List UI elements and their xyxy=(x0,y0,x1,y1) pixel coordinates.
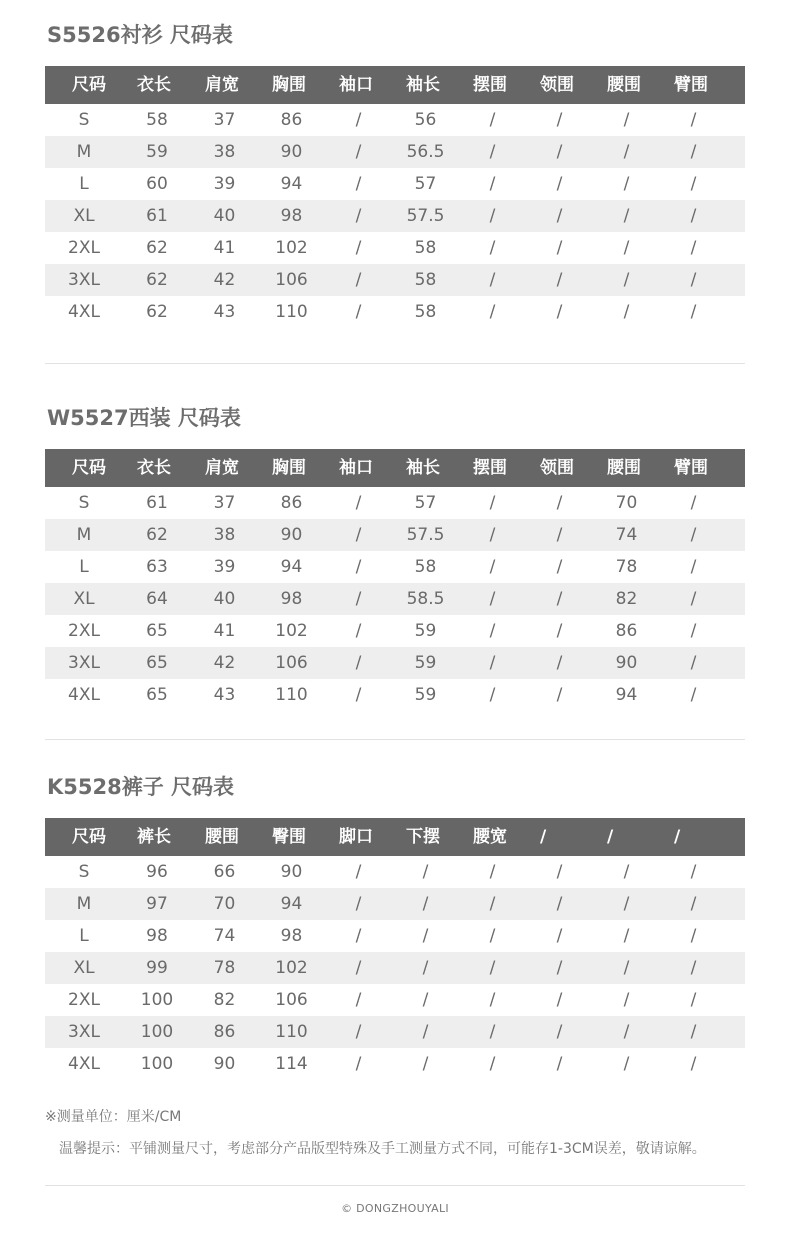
table-cell: / xyxy=(623,302,630,322)
table-cell: 106 xyxy=(275,990,308,1010)
table-cell: / xyxy=(355,525,362,545)
table-cell: 98 xyxy=(146,926,168,946)
size-label: 2XL xyxy=(68,621,100,641)
table-cell: / xyxy=(556,862,563,882)
column-header: / xyxy=(540,827,547,847)
table-cell: / xyxy=(690,557,697,577)
table-cell: 43 xyxy=(213,685,236,705)
table-cell: 58 xyxy=(414,302,437,322)
table-row xyxy=(45,679,745,711)
table-cell: / xyxy=(690,525,697,545)
table-cell: / xyxy=(489,238,496,258)
table-cell: / xyxy=(556,174,563,194)
table-row xyxy=(45,647,745,679)
table-cell: / xyxy=(556,1054,563,1074)
table-cell: / xyxy=(355,142,362,162)
table-row xyxy=(45,487,745,519)
table-cell: / xyxy=(489,894,496,914)
size-label: 4XL xyxy=(68,685,100,705)
table-cell: / xyxy=(690,142,697,162)
table-cell: / xyxy=(355,958,362,978)
table-cell: 57 xyxy=(414,493,437,513)
table-cell: 58 xyxy=(414,238,437,258)
table-cell: / xyxy=(690,270,697,290)
table-cell: / xyxy=(355,589,362,609)
table-cell: 62 xyxy=(146,525,168,545)
column-header: 臂围 xyxy=(674,458,708,478)
table-cell: 65 xyxy=(146,685,168,705)
size-table xyxy=(45,66,745,328)
table-cell: / xyxy=(556,958,563,978)
table-cell: 65 xyxy=(146,621,168,641)
size-label: 4XL xyxy=(68,302,100,322)
table-cell: 100 xyxy=(140,990,174,1010)
table-row xyxy=(45,168,745,200)
table-cell: 90 xyxy=(280,142,303,162)
table-cell: / xyxy=(489,685,496,705)
column-header: 袖口 xyxy=(339,458,373,478)
table-cell: 62 xyxy=(146,270,168,290)
size-label: S xyxy=(78,493,90,513)
column-header: 袖长 xyxy=(406,458,440,478)
table-cell: 86 xyxy=(280,110,303,130)
table-cell: 64 xyxy=(146,589,168,609)
column-header: 衣长 xyxy=(137,458,171,478)
column-header: 尺码 xyxy=(72,458,106,478)
table-cell: 59 xyxy=(146,142,168,162)
table-cell: / xyxy=(355,493,362,513)
table-row xyxy=(45,920,745,952)
table-cell: / xyxy=(690,238,697,258)
table-cell: / xyxy=(489,174,496,194)
table-cell: / xyxy=(355,238,362,258)
size-label: M xyxy=(76,894,92,914)
table-cell: / xyxy=(690,1022,697,1042)
table-cell: 58 xyxy=(414,270,437,290)
table-cell: / xyxy=(556,525,563,545)
table-cell: / xyxy=(623,142,630,162)
table-cell: / xyxy=(422,1054,429,1074)
table-header xyxy=(45,818,745,856)
table-cell: / xyxy=(623,1022,630,1042)
table-cell: 94 xyxy=(280,174,303,194)
table-cell: 102 xyxy=(275,621,308,641)
table-cell: / xyxy=(355,926,362,946)
table-cell: / xyxy=(690,589,697,609)
table-cell: 57.5 xyxy=(406,206,445,226)
size-label: XL xyxy=(73,958,95,978)
table-cell: 94 xyxy=(615,685,638,705)
size-label: L xyxy=(79,557,89,577)
section-divider xyxy=(45,363,745,364)
table-cell: 99 xyxy=(146,958,168,978)
column-header: 胸围 xyxy=(272,458,306,478)
table-cell: / xyxy=(556,621,563,641)
table-cell: 58 xyxy=(414,557,437,577)
table-cell: / xyxy=(489,653,496,673)
table-cell: 96 xyxy=(146,862,168,882)
table-cell: 94 xyxy=(280,894,303,914)
table-cell: 63 xyxy=(146,557,168,577)
size-label: M xyxy=(76,142,92,162)
table-cell: / xyxy=(355,174,362,194)
size-label: L xyxy=(79,926,89,946)
table-cell: 42 xyxy=(213,653,236,673)
table-row xyxy=(45,232,745,264)
column-header: 领围 xyxy=(540,75,574,95)
table-cell: / xyxy=(690,990,697,1010)
table-cell: / xyxy=(690,302,697,322)
table-cell: / xyxy=(489,958,496,978)
table-cell: 62 xyxy=(146,302,168,322)
size-label: S xyxy=(78,110,90,130)
table-cell: 86 xyxy=(213,1022,236,1042)
table-cell: / xyxy=(422,990,429,1010)
size-label: 2XL xyxy=(68,238,100,258)
table-cell: / xyxy=(489,862,496,882)
table-cell: / xyxy=(623,958,630,978)
table-cell: / xyxy=(489,493,496,513)
unit-note: ※测量单位：厘米/CM xyxy=(45,1109,182,1125)
column-header: 臀围 xyxy=(272,827,306,847)
table-cell: 59 xyxy=(414,621,437,641)
table-cell: 37 xyxy=(213,493,236,513)
size-label: XL xyxy=(73,206,95,226)
table-cell: / xyxy=(355,1054,362,1074)
table-cell: 90 xyxy=(615,653,638,673)
table-cell: 100 xyxy=(140,1054,174,1074)
table-cell: / xyxy=(690,493,697,513)
column-header: 尺码 xyxy=(72,827,106,847)
table-cell: / xyxy=(489,1054,496,1074)
table-cell: 59 xyxy=(414,685,437,705)
table-cell: / xyxy=(556,302,563,322)
table-cell: 74 xyxy=(615,525,638,545)
table-cell: 110 xyxy=(275,685,308,705)
table-row xyxy=(45,984,745,1016)
table-row xyxy=(45,551,745,583)
table-cell: / xyxy=(489,990,496,1010)
table-cell: / xyxy=(489,270,496,290)
column-header: 袖口 xyxy=(339,75,373,95)
table-cell: 41 xyxy=(213,621,236,641)
table-cell: 70 xyxy=(615,493,638,513)
table-cell: 110 xyxy=(275,1022,308,1042)
table-cell: / xyxy=(489,557,496,577)
table-cell: 106 xyxy=(275,653,308,673)
section-title: W5527西装 尺码表 xyxy=(47,406,241,430)
column-header: 尺码 xyxy=(72,75,106,95)
table-cell: 38 xyxy=(213,142,236,162)
table-cell: / xyxy=(556,142,563,162)
table-cell: 58.5 xyxy=(406,589,445,609)
table-cell: / xyxy=(623,110,630,130)
table-cell: 62 xyxy=(146,238,168,258)
table-cell: / xyxy=(556,1022,563,1042)
size-label: 3XL xyxy=(68,1022,100,1042)
table-cell: 94 xyxy=(280,557,303,577)
column-header: 腰围 xyxy=(205,827,239,847)
column-header: 下摆 xyxy=(406,827,440,847)
table-cell: / xyxy=(556,685,563,705)
table-cell: / xyxy=(623,926,630,946)
table-cell: 106 xyxy=(275,270,308,290)
tip-note: 温馨提示：平铺测量尺寸，考虑部分产品版型特殊及手工测量方式不同，可能存1-3CM误差，敬请谅解。 xyxy=(59,1141,706,1157)
table-cell: / xyxy=(623,1054,630,1074)
column-header: 肩宽 xyxy=(205,75,239,95)
table-cell: 100 xyxy=(140,1022,174,1042)
table-cell: 98 xyxy=(280,926,303,946)
table-cell: / xyxy=(690,926,697,946)
table-cell: / xyxy=(556,894,563,914)
table-row xyxy=(45,136,745,168)
table-cell: 98 xyxy=(280,589,303,609)
table-row xyxy=(45,583,745,615)
table-cell: 74 xyxy=(213,926,236,946)
table-cell: / xyxy=(355,621,362,641)
table-cell: 39 xyxy=(213,174,236,194)
table-cell: / xyxy=(623,238,630,258)
table-header xyxy=(45,449,745,487)
table-cell: / xyxy=(556,206,563,226)
copyright: © DONGZHOUYALI xyxy=(341,1202,449,1215)
table-row xyxy=(45,519,745,551)
size-label: 3XL xyxy=(68,270,100,290)
size-label: 3XL xyxy=(68,653,100,673)
table-cell: / xyxy=(355,1022,362,1042)
table-cell: 78 xyxy=(213,958,236,978)
table-cell: / xyxy=(355,990,362,1010)
table-cell: 102 xyxy=(275,238,308,258)
table-cell: / xyxy=(690,621,697,641)
table-cell: / xyxy=(489,110,496,130)
table-cell: / xyxy=(556,493,563,513)
footer-divider xyxy=(45,1185,745,1186)
section-title: S5526衬衫 尺码表 xyxy=(47,23,233,47)
table-cell: / xyxy=(623,270,630,290)
table-cell: / xyxy=(623,990,630,1010)
table-cell: / xyxy=(623,894,630,914)
table-cell: / xyxy=(690,862,697,882)
table-cell: / xyxy=(489,206,496,226)
table-cell: 90 xyxy=(280,862,303,882)
table-cell: / xyxy=(556,926,563,946)
table-cell: / xyxy=(355,110,362,130)
column-header: 脚口 xyxy=(339,827,373,847)
table-cell: 37 xyxy=(213,110,236,130)
table-cell: 82 xyxy=(213,990,236,1010)
table-cell: / xyxy=(623,174,630,194)
column-header: 摆围 xyxy=(473,458,507,478)
size-label: S xyxy=(78,862,90,882)
column-header: 衣长 xyxy=(137,75,171,95)
column-header: 腰围 xyxy=(607,75,641,95)
column-header: 肩宽 xyxy=(205,458,239,478)
table-cell: / xyxy=(422,926,429,946)
table-cell: 61 xyxy=(146,493,168,513)
table-cell: / xyxy=(623,206,630,226)
table-row xyxy=(45,856,745,888)
column-header: 领围 xyxy=(540,458,574,478)
table-cell: / xyxy=(355,894,362,914)
table-cell: 65 xyxy=(146,653,168,673)
table-cell: / xyxy=(556,589,563,609)
table-row xyxy=(45,952,745,984)
table-cell: / xyxy=(556,653,563,673)
table-cell: 90 xyxy=(213,1054,236,1074)
table-cell: 38 xyxy=(213,525,236,545)
column-header: 胸围 xyxy=(272,75,306,95)
table-cell: 40 xyxy=(213,206,236,226)
table-cell: / xyxy=(556,557,563,577)
table-cell: 40 xyxy=(213,589,236,609)
table-cell: 97 xyxy=(146,894,168,914)
table-cell: / xyxy=(355,557,362,577)
table-cell: / xyxy=(556,238,563,258)
table-cell: / xyxy=(355,862,362,882)
size-label: 2XL xyxy=(68,990,100,1010)
table-cell: / xyxy=(422,894,429,914)
table-cell: 98 xyxy=(280,206,303,226)
size-label: M xyxy=(76,525,92,545)
table-cell: 102 xyxy=(275,958,308,978)
table-row xyxy=(45,296,745,328)
table-cell: 78 xyxy=(615,557,638,577)
column-header: 裤长 xyxy=(137,827,171,847)
table-cell: / xyxy=(489,525,496,545)
table-cell: 60 xyxy=(146,174,168,194)
table-cell: 39 xyxy=(213,557,236,577)
table-cell: / xyxy=(355,685,362,705)
table-cell: 114 xyxy=(275,1054,308,1074)
size-label: 4XL xyxy=(68,1054,100,1074)
column-header: 腰宽 xyxy=(473,827,507,847)
table-cell: 66 xyxy=(213,862,236,882)
table-cell: / xyxy=(355,206,362,226)
table-cell: / xyxy=(556,110,563,130)
table-cell: / xyxy=(489,302,496,322)
table-cell: / xyxy=(355,302,362,322)
table-cell: / xyxy=(489,621,496,641)
table-cell: 42 xyxy=(213,270,236,290)
table-cell: / xyxy=(690,1054,697,1074)
table-cell: / xyxy=(556,990,563,1010)
table-cell: / xyxy=(422,1022,429,1042)
column-header: / xyxy=(607,827,614,847)
table-row xyxy=(45,888,745,920)
table-row xyxy=(45,1016,745,1048)
table-cell: / xyxy=(690,685,697,705)
table-cell: 86 xyxy=(615,621,638,641)
column-header: 袖长 xyxy=(406,75,440,95)
table-cell: 57 xyxy=(414,174,437,194)
table-cell: / xyxy=(690,206,697,226)
table-row xyxy=(45,1048,745,1080)
table-cell: / xyxy=(690,958,697,978)
column-header: 臂围 xyxy=(674,75,708,95)
table-cell: / xyxy=(422,862,429,882)
table-cell: 82 xyxy=(615,589,638,609)
table-header xyxy=(45,66,745,104)
table-cell: / xyxy=(489,926,496,946)
table-cell: / xyxy=(690,110,697,130)
table-cell: / xyxy=(489,142,496,162)
table-row xyxy=(45,264,745,296)
table-cell: 61 xyxy=(146,206,168,226)
size-table xyxy=(45,449,745,711)
section-title: K5528裤子 尺码表 xyxy=(47,775,235,799)
table-row xyxy=(45,200,745,232)
table-cell: 59 xyxy=(414,653,437,673)
table-cell: / xyxy=(556,270,563,290)
table-cell: 70 xyxy=(213,894,236,914)
table-cell: 56 xyxy=(414,110,437,130)
table-cell: / xyxy=(355,270,362,290)
size-label: XL xyxy=(73,589,95,609)
table-cell: 56.5 xyxy=(406,142,445,162)
column-header: 腰围 xyxy=(607,458,641,478)
table-cell: / xyxy=(489,589,496,609)
table-cell: / xyxy=(690,894,697,914)
size-label: L xyxy=(79,174,89,194)
size-table xyxy=(45,818,745,1080)
table-cell: / xyxy=(623,862,630,882)
table-cell: 58 xyxy=(146,110,168,130)
table-cell: 90 xyxy=(280,525,303,545)
table-cell: 43 xyxy=(213,302,236,322)
table-cell: / xyxy=(489,1022,496,1042)
table-cell: 41 xyxy=(213,238,236,258)
table-cell: 110 xyxy=(275,302,308,322)
section-divider xyxy=(45,739,745,740)
table-cell: 57.5 xyxy=(406,525,445,545)
column-header: 摆围 xyxy=(473,75,507,95)
table-cell: / xyxy=(355,653,362,673)
table-cell: / xyxy=(690,174,697,194)
table-cell: 86 xyxy=(280,493,303,513)
column-header: / xyxy=(674,827,681,847)
table-row xyxy=(45,104,745,136)
table-cell: / xyxy=(690,653,697,673)
table-row xyxy=(45,615,745,647)
table-cell: / xyxy=(422,958,429,978)
